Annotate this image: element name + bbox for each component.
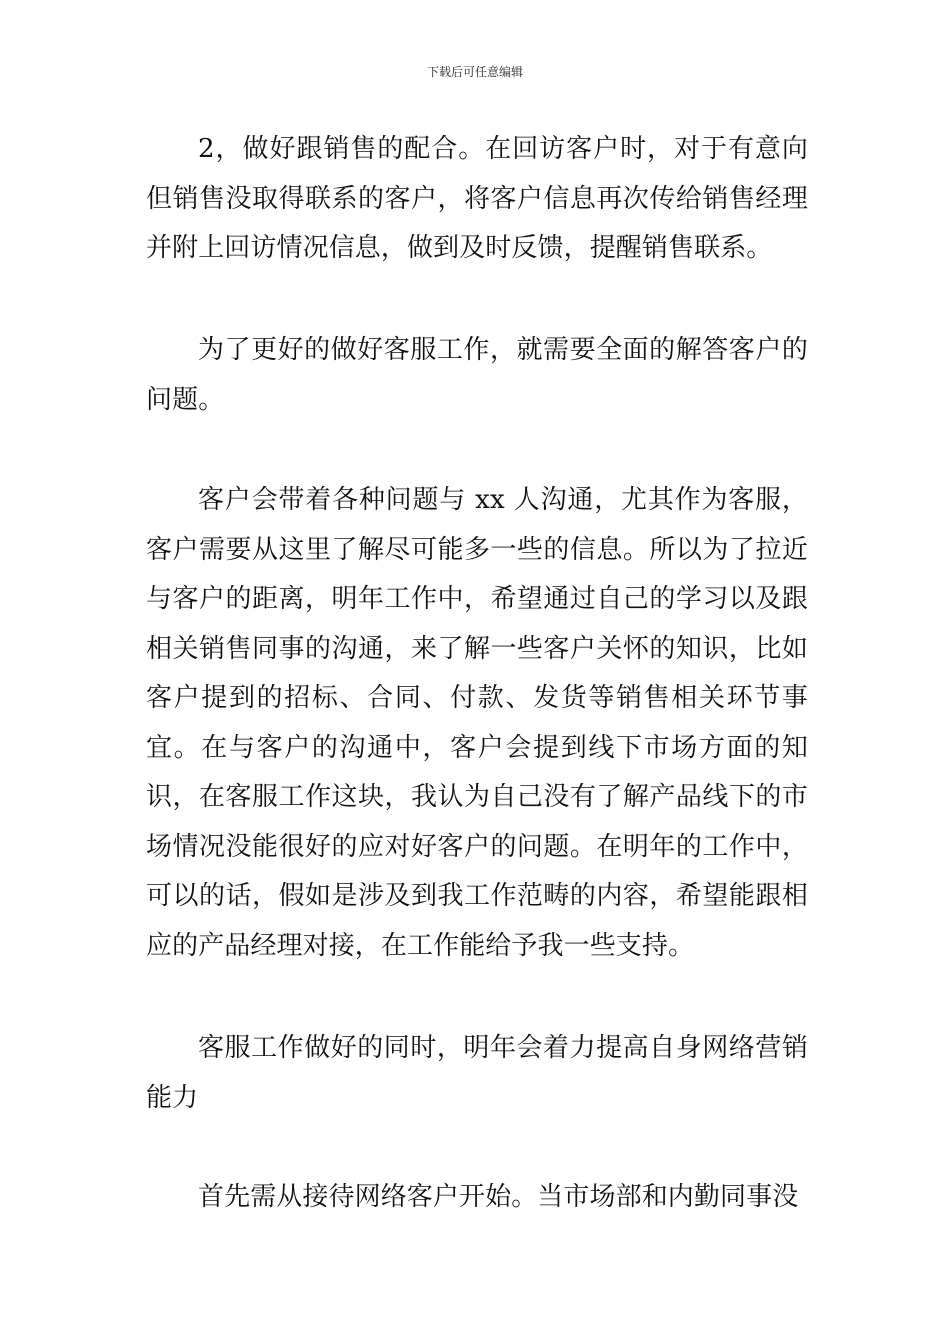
paragraph-customer-service-goal: 为了更好的做好客服工作，就需要全面的解答客户的问题。 [146, 335, 808, 415]
paragraph-network-marketing: 客服工作做好的同时，明年会着力提高自身网络营销能力 [146, 1033, 808, 1113]
paragraph-sales-cooperation: 2，做好跟销售的配合。在回访客户时，对于有意向但销售没取得联系的客户，将客户信息再次传给销售经理并附上回访情况信息，做到及时反馈，提醒销售联系。 [146, 134, 808, 263]
page-header: 下载后可任意编辑 [426, 65, 523, 79]
paragraph-online-customers: 首先需从接待网络客户开始。当市场部和内勤同事没 [198, 1182, 799, 1212]
paragraph-customer-communication: 客户会带着各种问题与 xx 人沟通，尤其作为客服，客户需要从这里了解尽可能多一些的信息。所以为了拉近与客户的距离，明年工作中，希望通过自己的学习以及跟相关销售同事的沟通，来了解一些客户关怀的知识，比如客户提到的招标、合同、付款、发货等销售相关环节事宜。在与客户的沟通中，客户会提到线下市场方面的知识，在客服工作这块，我认为自己没有了解产品线下的市场情况没能很好的应对好客户的问题。在明年的工作中，可以的话，假如是涉及到我工作范畴的内容，希望能跟相应的产品经理对接，在工作能给予我一些支持。 [146, 485, 808, 961]
